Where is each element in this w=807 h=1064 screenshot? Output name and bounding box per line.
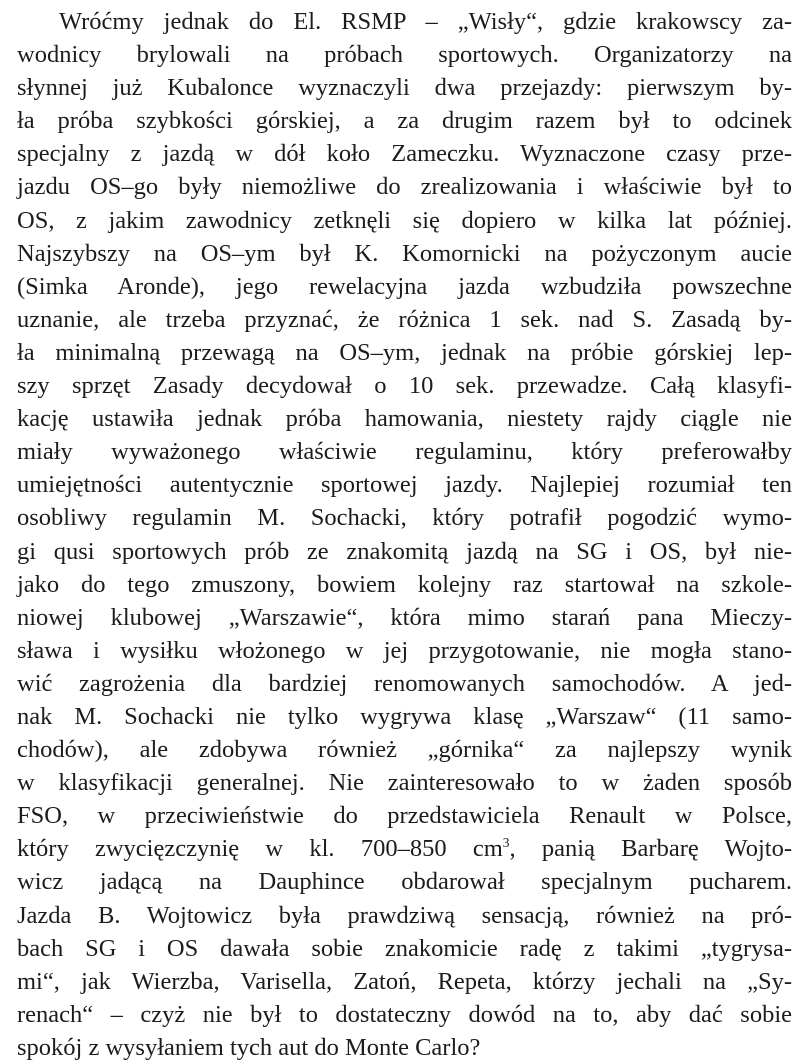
text-line-1: Wróćmy jednak do El. RSMP – „Wisły“, gdzie krakowscy za- xyxy=(59,8,792,35)
text-line-31: renach“ – czyż nie był to dostateczny dowód na to, aby dać sobie xyxy=(17,1000,792,1028)
text-line-19: niowej klubowej „Warszawie“, która mimo starań pana Mieczy- xyxy=(17,603,792,631)
text-line-25: FSO, w przeciwieństwie do przedstawiciela Renault w Polsce, xyxy=(17,802,792,830)
text-line-9: (Simka Aronde), jego rewelacyjna jazda wzbudziła powszechne xyxy=(17,272,792,300)
text-line-28: Jazda B. Wojtowicz była prawdziwą sensacją, również na pró- xyxy=(17,901,792,929)
text-line-32: spokój z wysyłaniem tych aut do Monte Carlo? xyxy=(17,1033,481,1061)
text-line-2: wodnicy brylowali na próbach sportowych. Organizatorzy na xyxy=(17,41,792,69)
text-line-16: osobliwy regulamin M. Sochacki, który potrafił pogodzić wymo- xyxy=(17,504,792,532)
text-line-10: uznanie, ale trzeba przyznać, że różnica 1 sek. nad S. Zasadą by- xyxy=(17,305,792,333)
text-line-24: w klasyfikacji generalnej. Nie zainteresowało to w żaden sposób xyxy=(17,769,792,797)
text-line-20: sława i wysiłku włożonego w jej przygotowanie, nie mogła stano- xyxy=(17,636,792,664)
text-line-12: szy sprzęt Zasady decydował o 10 sek. przewadze. Całą klasyfi- xyxy=(17,372,792,400)
text-line-6: jazdu OS–go były niemożliwe do zrealizowania i właściwie był to xyxy=(17,173,792,201)
text-line-26 xyxy=(17,832,792,865)
text-line-30: mi“, jak Wierzba, Varisella, Zatoń, Repeta, którzy jechali na „Sy- xyxy=(17,967,792,995)
text-line-13: kację ustawiła jednak próba hamowania, niestety rajdy ciągle nie xyxy=(17,405,792,433)
text-line-11: ła minimalną przewagą na OS–ym, jednak na próbie górskiej lep- xyxy=(17,338,792,366)
text-line-22: nak M. Sochacki nie tylko wygrywa klasę „Warszaw“ (11 samo- xyxy=(17,702,792,730)
text-line-29: bach SG i OS dawała sobie znakomicie radę z takimi „tygrysa- xyxy=(17,934,792,962)
text-line-4: ła próba szybkości górskiej, a za drugim razem był to odcinek xyxy=(17,107,792,135)
text-line-15: umiejętności autentycznie sportowej jazdy. Najlepiej rozumiał ten xyxy=(17,471,792,499)
text-line-27: wicz jadącą na Dauphince obdarował specjalnym pucharem. xyxy=(17,868,792,896)
text-line-7: OS, z jakim zawodnicy zetknęli się dopiero w kilka lat później. xyxy=(17,206,792,234)
text-line-26-tail: , panią Barbarę Wojto- xyxy=(509,835,792,863)
text-line-14: miały wyważonego właściwie regulaminu, który preferowałby xyxy=(17,438,792,466)
body-text xyxy=(17,5,792,1064)
text-line-26-head: który zwycięzczynię w kl. 700–850 cm xyxy=(17,835,503,863)
text-line-8: Najszybszy na OS–ym był K. Komornicki na pożyczonym aucie xyxy=(17,239,792,267)
text-line-23: chodów), ale zdobywa również „górnika“ za najlepszy wynik xyxy=(17,736,792,764)
text-line-18: jako do tego zmuszony, bowiem kolejny raz startował na szkole- xyxy=(17,570,792,598)
text-line-3: słynnej już Kubalonce wyznaczyli dwa przejazdy: pierwszym by- xyxy=(17,74,792,102)
text-line-21: wić zagrożenia dla bardziej renomowanych samochodów. A jed- xyxy=(17,669,792,697)
text-line-5: specjalny z jazdą w dół koło Zameczku. Wyznaczone czasy prze- xyxy=(17,140,792,168)
text-line-17: gi qusi sportowych prób ze znakomitą jazdą na SG i OS, był nie- xyxy=(17,537,792,565)
superscript-3: 3 xyxy=(502,835,510,851)
